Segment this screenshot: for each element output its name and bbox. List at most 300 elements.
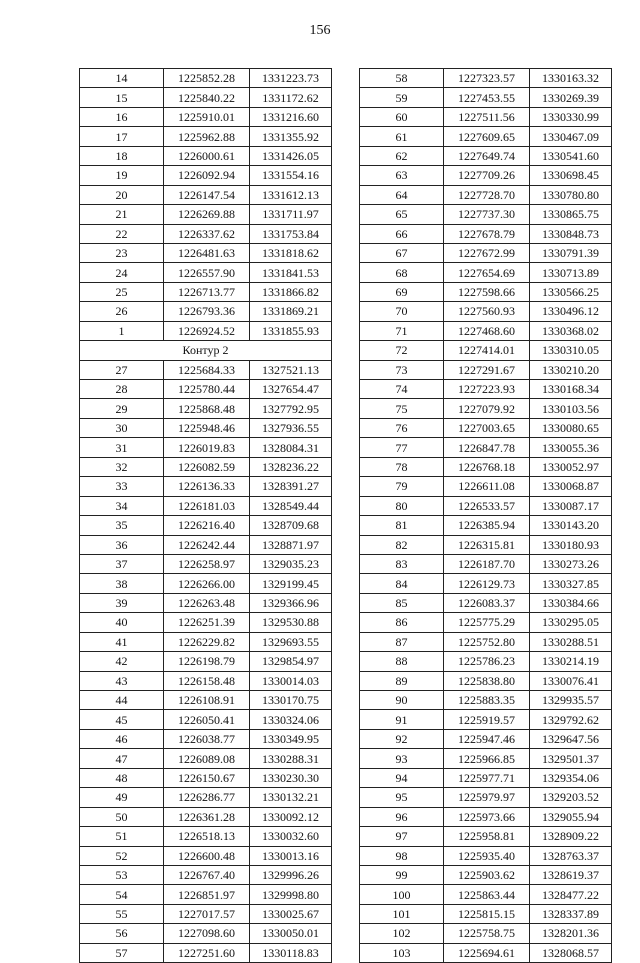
x-coordinate-cell: 1226533.57 bbox=[444, 496, 530, 515]
y-coordinate-cell: 1328549.44 bbox=[250, 496, 332, 515]
x-coordinate-cell: 1227251.60 bbox=[164, 943, 250, 962]
table-row bbox=[360, 341, 612, 360]
table-row bbox=[360, 224, 612, 243]
point-number-cell: 25 bbox=[80, 282, 164, 301]
table-row bbox=[360, 846, 612, 865]
y-coordinate-cell: 1329693.55 bbox=[250, 632, 332, 651]
x-coordinate-cell: 1226315.81 bbox=[444, 535, 530, 554]
x-coordinate-cell: 1226924.52 bbox=[164, 321, 250, 340]
x-coordinate-cell: 1227017.57 bbox=[164, 904, 250, 923]
x-coordinate-cell: 1227598.66 bbox=[444, 282, 530, 301]
y-coordinate-cell: 1331172.62 bbox=[250, 88, 332, 107]
y-coordinate-cell: 1329530.88 bbox=[250, 613, 332, 632]
y-coordinate-cell: 1330013.16 bbox=[250, 846, 332, 865]
table-row bbox=[80, 418, 332, 437]
x-coordinate-cell: 1226108.91 bbox=[164, 691, 250, 710]
table-row bbox=[80, 924, 332, 943]
x-coordinate-cell: 1227609.65 bbox=[444, 127, 530, 146]
y-coordinate-cell: 1331426.05 bbox=[250, 146, 332, 165]
table-row bbox=[360, 496, 612, 515]
point-number-cell: 79 bbox=[360, 477, 444, 496]
point-number-cell: 41 bbox=[80, 632, 164, 651]
point-number-cell: 66 bbox=[360, 224, 444, 243]
point-number-cell: 48 bbox=[80, 768, 164, 787]
x-coordinate-cell: 1226557.90 bbox=[164, 263, 250, 282]
x-coordinate-cell: 1226251.39 bbox=[164, 613, 250, 632]
point-number-cell: 97 bbox=[360, 827, 444, 846]
x-coordinate-cell: 1225684.33 bbox=[164, 360, 250, 379]
x-coordinate-cell: 1225947.46 bbox=[444, 729, 530, 748]
x-coordinate-cell: 1226337.62 bbox=[164, 224, 250, 243]
table-row bbox=[80, 438, 332, 457]
x-coordinate-cell: 1225752.80 bbox=[444, 632, 530, 651]
table-row bbox=[80, 788, 332, 807]
table-row bbox=[80, 282, 332, 301]
y-coordinate-cell: 1330848.73 bbox=[530, 224, 612, 243]
point-number-cell: 102 bbox=[360, 924, 444, 943]
y-coordinate-cell: 1330310.05 bbox=[530, 341, 612, 360]
table-row bbox=[80, 943, 332, 962]
y-coordinate-cell: 1329199.45 bbox=[250, 574, 332, 593]
point-number-cell: 80 bbox=[360, 496, 444, 515]
point-number-cell: 23 bbox=[80, 243, 164, 262]
table-row bbox=[360, 205, 612, 224]
x-coordinate-cell: 1225694.61 bbox=[444, 943, 530, 962]
y-coordinate-cell: 1331818.62 bbox=[250, 243, 332, 262]
x-coordinate-cell: 1225775.29 bbox=[444, 613, 530, 632]
point-number-cell: 54 bbox=[80, 885, 164, 904]
y-coordinate-cell: 1330327.85 bbox=[530, 574, 612, 593]
x-coordinate-cell: 1226083.37 bbox=[444, 593, 530, 612]
table-row bbox=[80, 827, 332, 846]
table-row bbox=[360, 457, 612, 476]
y-coordinate-cell: 1331869.21 bbox=[250, 302, 332, 321]
table-row bbox=[80, 807, 332, 826]
y-coordinate-cell: 1328084.31 bbox=[250, 438, 332, 457]
y-coordinate-cell: 1329035.23 bbox=[250, 554, 332, 573]
table-row bbox=[360, 768, 612, 787]
y-coordinate-cell: 1330210.20 bbox=[530, 360, 612, 379]
y-coordinate-cell: 1330288.51 bbox=[530, 632, 612, 651]
table-row bbox=[80, 632, 332, 651]
y-coordinate-cell: 1329203.52 bbox=[530, 788, 612, 807]
section-title: Контур 2 bbox=[80, 341, 332, 360]
x-coordinate-cell: 1227468.60 bbox=[444, 321, 530, 340]
point-number-cell: 55 bbox=[80, 904, 164, 923]
y-coordinate-cell: 1330273.26 bbox=[530, 554, 612, 573]
point-number-cell: 1 bbox=[80, 321, 164, 340]
y-coordinate-cell: 1330467.09 bbox=[530, 127, 612, 146]
table-row bbox=[360, 127, 612, 146]
y-coordinate-cell: 1330566.25 bbox=[530, 282, 612, 301]
y-coordinate-cell: 1327654.47 bbox=[250, 380, 332, 399]
point-number-cell: 72 bbox=[360, 341, 444, 360]
x-coordinate-cell: 1227560.93 bbox=[444, 302, 530, 321]
x-coordinate-cell: 1227511.56 bbox=[444, 107, 530, 126]
x-coordinate-cell: 1226263.48 bbox=[164, 593, 250, 612]
x-coordinate-cell: 1226050.41 bbox=[164, 710, 250, 729]
table-row bbox=[80, 146, 332, 165]
table-row bbox=[360, 263, 612, 282]
point-number-cell: 84 bbox=[360, 574, 444, 593]
x-coordinate-cell: 1225966.85 bbox=[444, 749, 530, 768]
table-row bbox=[80, 652, 332, 671]
table-row bbox=[360, 652, 612, 671]
x-coordinate-cell: 1225883.35 bbox=[444, 691, 530, 710]
x-coordinate-cell: 1226481.63 bbox=[164, 243, 250, 262]
table-row bbox=[80, 535, 332, 554]
y-coordinate-cell: 1330170.75 bbox=[250, 691, 332, 710]
x-coordinate-cell: 1226518.13 bbox=[164, 827, 250, 846]
point-number-cell: 42 bbox=[80, 652, 164, 671]
y-coordinate-cell: 1330295.05 bbox=[530, 613, 612, 632]
point-number-cell: 53 bbox=[80, 865, 164, 884]
y-coordinate-cell: 1330541.60 bbox=[530, 146, 612, 165]
x-coordinate-cell: 1225903.62 bbox=[444, 865, 530, 884]
point-number-cell: 85 bbox=[360, 593, 444, 612]
point-number-cell: 96 bbox=[360, 807, 444, 826]
table-row bbox=[360, 924, 612, 943]
x-coordinate-cell: 1226150.67 bbox=[164, 768, 250, 787]
y-coordinate-cell: 1331855.93 bbox=[250, 321, 332, 340]
point-number-cell: 75 bbox=[360, 399, 444, 418]
table-row bbox=[80, 263, 332, 282]
y-coordinate-cell: 1330132.21 bbox=[250, 788, 332, 807]
x-coordinate-cell: 1225948.46 bbox=[164, 418, 250, 437]
point-number-cell: 36 bbox=[80, 535, 164, 554]
y-coordinate-cell: 1328709.68 bbox=[250, 516, 332, 535]
coordinates-table-left-body bbox=[80, 69, 332, 963]
point-number-cell: 65 bbox=[360, 205, 444, 224]
x-coordinate-cell: 1226385.94 bbox=[444, 516, 530, 535]
x-coordinate-cell: 1227291.67 bbox=[444, 360, 530, 379]
table-row bbox=[360, 107, 612, 126]
table-row bbox=[360, 632, 612, 651]
table-row bbox=[360, 593, 612, 612]
point-number-cell: 35 bbox=[80, 516, 164, 535]
point-number-cell: 82 bbox=[360, 535, 444, 554]
table-row bbox=[360, 185, 612, 204]
x-coordinate-cell: 1226266.00 bbox=[164, 574, 250, 593]
table-row bbox=[360, 321, 612, 340]
point-number-cell: 60 bbox=[360, 107, 444, 126]
table-row bbox=[360, 807, 612, 826]
point-number-cell: 61 bbox=[360, 127, 444, 146]
point-number-cell: 68 bbox=[360, 263, 444, 282]
point-number-cell: 95 bbox=[360, 788, 444, 807]
x-coordinate-cell: 1226600.48 bbox=[164, 846, 250, 865]
point-number-cell: 64 bbox=[360, 185, 444, 204]
table-row bbox=[80, 729, 332, 748]
table-row bbox=[80, 88, 332, 107]
table-row bbox=[360, 865, 612, 884]
table-row bbox=[80, 749, 332, 768]
point-number-cell: 50 bbox=[80, 807, 164, 826]
point-number-cell: 76 bbox=[360, 418, 444, 437]
table-row bbox=[360, 69, 612, 88]
point-number-cell: 86 bbox=[360, 613, 444, 632]
point-number-cell: 44 bbox=[80, 691, 164, 710]
point-number-cell: 37 bbox=[80, 554, 164, 573]
table-row bbox=[360, 729, 612, 748]
table-row bbox=[80, 107, 332, 126]
point-number-cell: 19 bbox=[80, 166, 164, 185]
table-row bbox=[80, 360, 332, 379]
x-coordinate-cell: 1226038.77 bbox=[164, 729, 250, 748]
x-coordinate-cell: 1227672.99 bbox=[444, 243, 530, 262]
x-coordinate-cell: 1226198.79 bbox=[164, 652, 250, 671]
y-coordinate-cell: 1329647.56 bbox=[530, 729, 612, 748]
point-number-cell: 93 bbox=[360, 749, 444, 768]
y-coordinate-cell: 1330014.03 bbox=[250, 671, 332, 690]
point-number-cell: 83 bbox=[360, 554, 444, 573]
point-number-cell: 67 bbox=[360, 243, 444, 262]
coordinates-table-right bbox=[359, 68, 612, 963]
x-coordinate-cell: 1227414.01 bbox=[444, 341, 530, 360]
x-coordinate-cell: 1227003.65 bbox=[444, 418, 530, 437]
x-coordinate-cell: 1225786.23 bbox=[444, 652, 530, 671]
y-coordinate-cell: 1331866.82 bbox=[250, 282, 332, 301]
point-number-cell: 57 bbox=[80, 943, 164, 962]
table-row bbox=[80, 166, 332, 185]
y-coordinate-cell: 1331612.13 bbox=[250, 185, 332, 204]
y-coordinate-cell: 1330087.17 bbox=[530, 496, 612, 515]
table-row bbox=[80, 613, 332, 632]
table-row bbox=[360, 380, 612, 399]
table-row bbox=[360, 788, 612, 807]
table-row bbox=[360, 613, 612, 632]
y-coordinate-cell: 1330349.95 bbox=[250, 729, 332, 748]
x-coordinate-cell: 1226361.28 bbox=[164, 807, 250, 826]
point-number-cell: 33 bbox=[80, 477, 164, 496]
point-number-cell: 69 bbox=[360, 282, 444, 301]
y-coordinate-cell: 1330068.87 bbox=[530, 477, 612, 496]
y-coordinate-cell: 1331554.16 bbox=[250, 166, 332, 185]
point-number-cell: 28 bbox=[80, 380, 164, 399]
point-number-cell: 45 bbox=[80, 710, 164, 729]
y-coordinate-cell: 1328909.22 bbox=[530, 827, 612, 846]
point-number-cell: 78 bbox=[360, 457, 444, 476]
table-row bbox=[80, 224, 332, 243]
point-number-cell: 100 bbox=[360, 885, 444, 904]
x-coordinate-cell: 1227728.70 bbox=[444, 185, 530, 204]
point-number-cell: 29 bbox=[80, 399, 164, 418]
table-row bbox=[80, 380, 332, 399]
table-row bbox=[80, 205, 332, 224]
point-number-cell: 70 bbox=[360, 302, 444, 321]
x-coordinate-cell: 1227649.74 bbox=[444, 146, 530, 165]
x-coordinate-cell: 1226089.08 bbox=[164, 749, 250, 768]
table-row bbox=[80, 127, 332, 146]
table-row bbox=[80, 865, 332, 884]
point-number-cell: 27 bbox=[80, 360, 164, 379]
x-coordinate-cell: 1225962.88 bbox=[164, 127, 250, 146]
x-coordinate-cell: 1226847.78 bbox=[444, 438, 530, 457]
y-coordinate-cell: 1330269.39 bbox=[530, 88, 612, 107]
x-coordinate-cell: 1226187.70 bbox=[444, 554, 530, 573]
y-coordinate-cell: 1330368.02 bbox=[530, 321, 612, 340]
y-coordinate-cell: 1330076.41 bbox=[530, 671, 612, 690]
x-coordinate-cell: 1226713.77 bbox=[164, 282, 250, 301]
y-coordinate-cell: 1330118.83 bbox=[250, 943, 332, 962]
y-coordinate-cell: 1328871.97 bbox=[250, 535, 332, 554]
point-number-cell: 87 bbox=[360, 632, 444, 651]
table-row bbox=[80, 243, 332, 262]
x-coordinate-cell: 1225815.15 bbox=[444, 904, 530, 923]
page-number: 156 bbox=[309, 23, 331, 38]
point-number-cell: 24 bbox=[80, 263, 164, 282]
table-row bbox=[360, 710, 612, 729]
table-row bbox=[80, 554, 332, 573]
point-number-cell: 31 bbox=[80, 438, 164, 457]
table-row bbox=[80, 768, 332, 787]
y-coordinate-cell: 1329996.26 bbox=[250, 865, 332, 884]
y-coordinate-cell: 1330713.89 bbox=[530, 263, 612, 282]
y-coordinate-cell: 1329354.06 bbox=[530, 768, 612, 787]
x-coordinate-cell: 1225973.66 bbox=[444, 807, 530, 826]
x-coordinate-cell: 1226019.83 bbox=[164, 438, 250, 457]
y-coordinate-cell: 1330384.66 bbox=[530, 593, 612, 612]
x-coordinate-cell: 1225758.75 bbox=[444, 924, 530, 943]
y-coordinate-cell: 1331355.92 bbox=[250, 127, 332, 146]
x-coordinate-cell: 1227709.26 bbox=[444, 166, 530, 185]
y-coordinate-cell: 1331223.73 bbox=[250, 69, 332, 88]
x-coordinate-cell: 1226242.44 bbox=[164, 535, 250, 554]
x-coordinate-cell: 1226136.33 bbox=[164, 477, 250, 496]
table-row bbox=[80, 302, 332, 321]
y-coordinate-cell: 1327521.13 bbox=[250, 360, 332, 379]
point-number-cell: 99 bbox=[360, 865, 444, 884]
table-row bbox=[360, 691, 612, 710]
y-coordinate-cell: 1330143.20 bbox=[530, 516, 612, 535]
point-number-cell: 89 bbox=[360, 671, 444, 690]
x-coordinate-cell: 1227654.69 bbox=[444, 263, 530, 282]
y-coordinate-cell: 1330032.60 bbox=[250, 827, 332, 846]
y-coordinate-cell: 1330780.80 bbox=[530, 185, 612, 204]
x-coordinate-cell: 1226851.97 bbox=[164, 885, 250, 904]
y-coordinate-cell: 1330052.97 bbox=[530, 457, 612, 476]
y-coordinate-cell: 1327936.55 bbox=[250, 418, 332, 437]
y-coordinate-cell: 1329854.97 bbox=[250, 652, 332, 671]
point-number-cell: 103 bbox=[360, 943, 444, 962]
table-row bbox=[360, 302, 612, 321]
point-number-cell: 71 bbox=[360, 321, 444, 340]
y-coordinate-cell: 1330025.67 bbox=[250, 904, 332, 923]
table-row bbox=[80, 185, 332, 204]
y-coordinate-cell: 1327792.95 bbox=[250, 399, 332, 418]
table-row bbox=[80, 69, 332, 88]
y-coordinate-cell: 1328477.22 bbox=[530, 885, 612, 904]
table-row bbox=[360, 360, 612, 379]
x-coordinate-cell: 1226767.40 bbox=[164, 865, 250, 884]
x-coordinate-cell: 1227737.30 bbox=[444, 205, 530, 224]
table-row bbox=[360, 243, 612, 262]
table-row bbox=[80, 885, 332, 904]
y-coordinate-cell: 1330092.12 bbox=[250, 807, 332, 826]
table-row bbox=[80, 516, 332, 535]
point-number-cell: 58 bbox=[360, 69, 444, 88]
y-coordinate-cell: 1328337.89 bbox=[530, 904, 612, 923]
table-row bbox=[360, 671, 612, 690]
point-number-cell: 81 bbox=[360, 516, 444, 535]
x-coordinate-cell: 1225919.57 bbox=[444, 710, 530, 729]
point-number-cell: 62 bbox=[360, 146, 444, 165]
x-coordinate-cell: 1226269.88 bbox=[164, 205, 250, 224]
y-coordinate-cell: 1331711.97 bbox=[250, 205, 332, 224]
y-coordinate-cell: 1331753.84 bbox=[250, 224, 332, 243]
point-number-cell: 49 bbox=[80, 788, 164, 807]
x-coordinate-cell: 1225979.97 bbox=[444, 788, 530, 807]
x-coordinate-cell: 1226000.61 bbox=[164, 146, 250, 165]
point-number-cell: 98 bbox=[360, 846, 444, 865]
table-row bbox=[360, 554, 612, 573]
table-row bbox=[360, 477, 612, 496]
table-row bbox=[360, 166, 612, 185]
table-row bbox=[80, 593, 332, 612]
y-coordinate-cell: 1330324.06 bbox=[250, 710, 332, 729]
table-row bbox=[360, 943, 612, 962]
point-number-cell: 26 bbox=[80, 302, 164, 321]
table-row bbox=[80, 477, 332, 496]
point-number-cell: 43 bbox=[80, 671, 164, 690]
table-row bbox=[80, 399, 332, 418]
x-coordinate-cell: 1225863.44 bbox=[444, 885, 530, 904]
x-coordinate-cell: 1225852.28 bbox=[164, 69, 250, 88]
x-coordinate-cell: 1226092.94 bbox=[164, 166, 250, 185]
x-coordinate-cell: 1226181.03 bbox=[164, 496, 250, 515]
point-number-cell: 92 bbox=[360, 729, 444, 748]
point-number-cell: 90 bbox=[360, 691, 444, 710]
x-coordinate-cell: 1225910.01 bbox=[164, 107, 250, 126]
point-number-cell: 52 bbox=[80, 846, 164, 865]
point-number-cell: 59 bbox=[360, 88, 444, 107]
y-coordinate-cell: 1328763.37 bbox=[530, 846, 612, 865]
y-coordinate-cell: 1331841.53 bbox=[250, 263, 332, 282]
y-coordinate-cell: 1330698.45 bbox=[530, 166, 612, 185]
x-coordinate-cell: 1227223.93 bbox=[444, 380, 530, 399]
point-number-cell: 94 bbox=[360, 768, 444, 787]
table-row bbox=[360, 574, 612, 593]
y-coordinate-cell: 1330180.93 bbox=[530, 535, 612, 554]
x-coordinate-cell: 1226129.73 bbox=[444, 574, 530, 593]
y-coordinate-cell: 1330791.39 bbox=[530, 243, 612, 262]
table-row bbox=[360, 516, 612, 535]
table-row bbox=[80, 710, 332, 729]
y-coordinate-cell: 1330080.65 bbox=[530, 418, 612, 437]
x-coordinate-cell: 1225935.40 bbox=[444, 846, 530, 865]
point-number-cell: 16 bbox=[80, 107, 164, 126]
x-coordinate-cell: 1226258.97 bbox=[164, 554, 250, 573]
point-number-cell: 32 bbox=[80, 457, 164, 476]
x-coordinate-cell: 1226286.77 bbox=[164, 788, 250, 807]
x-coordinate-cell: 1226229.82 bbox=[164, 632, 250, 651]
point-number-cell: 34 bbox=[80, 496, 164, 515]
point-number-cell: 22 bbox=[80, 224, 164, 243]
y-coordinate-cell: 1330288.31 bbox=[250, 749, 332, 768]
y-coordinate-cell: 1328619.37 bbox=[530, 865, 612, 884]
point-number-cell: 20 bbox=[80, 185, 164, 204]
y-coordinate-cell: 1329792.62 bbox=[530, 710, 612, 729]
x-coordinate-cell: 1226147.54 bbox=[164, 185, 250, 204]
table-row bbox=[360, 827, 612, 846]
table-row bbox=[80, 846, 332, 865]
point-number-cell: 51 bbox=[80, 827, 164, 846]
point-number-cell: 14 bbox=[80, 69, 164, 88]
x-coordinate-cell: 1225840.22 bbox=[164, 88, 250, 107]
point-number-cell: 21 bbox=[80, 205, 164, 224]
table-row bbox=[360, 282, 612, 301]
point-number-cell: 18 bbox=[80, 146, 164, 165]
